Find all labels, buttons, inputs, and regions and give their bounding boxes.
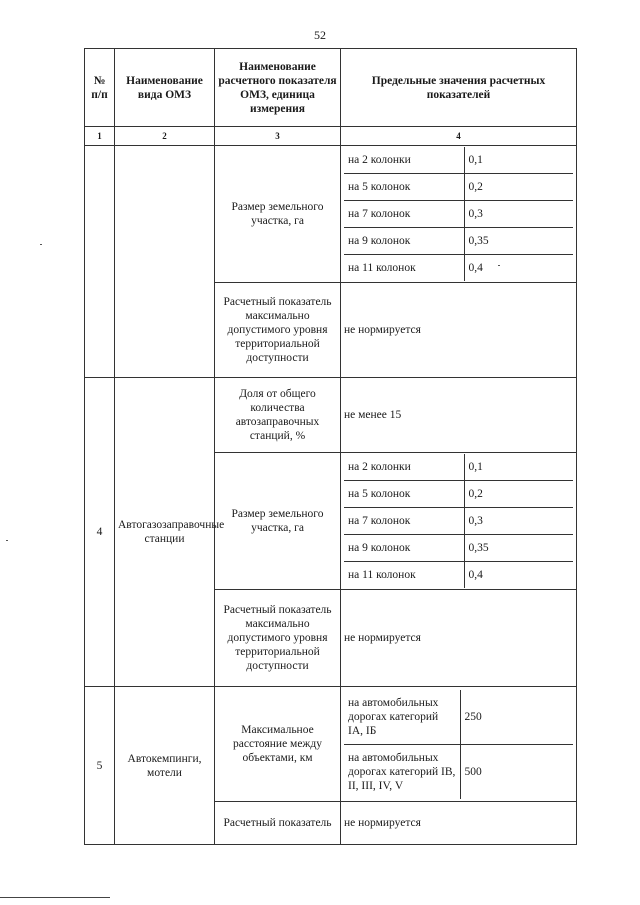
subtable-key: на 2 колонки xyxy=(344,454,464,481)
num-cell-empty xyxy=(85,146,115,378)
subtable-row xyxy=(344,174,573,201)
subtable-value: 0,1 xyxy=(464,454,573,481)
limit-subtable-cell xyxy=(341,687,577,802)
subtable-value: 0,3 xyxy=(464,508,573,535)
subtable-row xyxy=(344,535,573,562)
page-number: 52 xyxy=(314,28,326,42)
subtable-key: на 2 колонки xyxy=(344,147,464,174)
header-num: № п/п xyxy=(85,49,115,127)
indicator-cell: Максимальное расстояние между объектами, км xyxy=(215,687,341,802)
limit-cell: не нормируется xyxy=(341,283,577,378)
type-cell-empty xyxy=(115,146,215,378)
subtable-value: 0,35 xyxy=(464,228,573,255)
subtable-key: на 9 колонок xyxy=(344,535,464,562)
index-cell: 1 xyxy=(85,127,115,146)
subtable-row xyxy=(344,201,573,228)
limit-cell: не нормируется xyxy=(341,802,577,845)
table-row xyxy=(85,146,577,283)
scan-speck xyxy=(498,265,500,266)
subtable-key: на 7 колонок xyxy=(344,201,464,228)
header-indicator: Наименование расчетного показателя ОМЗ, единица измерения xyxy=(215,49,341,127)
index-cell: 2 xyxy=(115,127,215,146)
subtable-key: на 9 колонок xyxy=(344,228,464,255)
subtable-row xyxy=(344,562,573,589)
indicator-cell: Доля от общего количества автозаправочных станций, % xyxy=(215,378,341,453)
subtable-value: 0,4 xyxy=(468,262,483,274)
subtable-row xyxy=(344,147,573,174)
subtable-row xyxy=(344,228,573,255)
index-row xyxy=(85,127,577,146)
subtable-value: 0,35 xyxy=(464,535,573,562)
limit-subtable-cell xyxy=(341,453,577,590)
index-cell: 3 xyxy=(215,127,341,146)
limit-cell: не нормируется xyxy=(341,590,577,687)
limit-cell: не менее 15 xyxy=(341,378,577,453)
index-cell: 4 xyxy=(341,127,577,146)
limit-subtable-cell xyxy=(341,146,577,283)
subtable-value: 0,1 xyxy=(464,147,573,174)
subtable-key: на 5 колонок xyxy=(344,481,464,508)
subtable-row xyxy=(344,690,573,745)
table-header-row xyxy=(85,49,577,127)
subtable-key: на 7 колонок xyxy=(344,508,464,535)
header-type: Наименование вида ОМЗ xyxy=(115,49,215,127)
footnote-rule xyxy=(0,897,110,898)
header-limit: Предельные значения расчетных показателей xyxy=(341,49,577,127)
subtable-row xyxy=(344,481,573,508)
limit-subtable xyxy=(344,147,573,281)
limit-subtable xyxy=(344,690,573,799)
subtable-value: 0,4 xyxy=(468,569,483,581)
subtable-key: на 5 колонок xyxy=(344,174,464,201)
subtable-value: 0,2 xyxy=(464,174,573,201)
subtable-row xyxy=(344,508,573,535)
indicator-cell: Расчетный показатель xyxy=(215,802,341,845)
subtable-value: 250 xyxy=(460,690,573,745)
row-type-name: Автокемпинги, мотели xyxy=(115,687,215,845)
subtable-value: 0,2 xyxy=(464,481,573,508)
subtable-row xyxy=(344,255,573,282)
indicator-cell: Размер земельного участка, га xyxy=(215,146,341,283)
scan-speck xyxy=(40,244,42,245)
subtable-value: 500 xyxy=(464,765,482,778)
row-type-name: Автогазозаправочные станции xyxy=(115,378,215,687)
row-number: 5 xyxy=(85,687,115,845)
indicator-cell: Расчетный показатель максимально допустимого уровня территориальной доступности xyxy=(215,283,341,378)
indicator-cell: Размер земельного участка, га xyxy=(215,453,341,590)
indicator-cell: Расчетный показатель максимально допустимого уровня территориальной доступности xyxy=(215,590,341,687)
subtable-value: 0,3 xyxy=(464,201,573,228)
row-number: 4 xyxy=(85,378,115,687)
subtable-key: на автомобильных дорогах категорий IA, IБ xyxy=(344,690,460,745)
subtable-row xyxy=(344,454,573,481)
subtable-row xyxy=(344,744,573,799)
subtable-key: на 11 колонок xyxy=(344,562,464,589)
subtable-key: на 11 колонок xyxy=(344,255,464,282)
table-row xyxy=(85,687,577,802)
table-row xyxy=(85,378,577,453)
limit-subtable xyxy=(344,454,573,588)
subtable-key: на автомобильных дорогах категорий IB, II, III, IV, V xyxy=(344,744,460,799)
regulation-table xyxy=(84,48,577,845)
scan-speck xyxy=(6,540,8,541)
